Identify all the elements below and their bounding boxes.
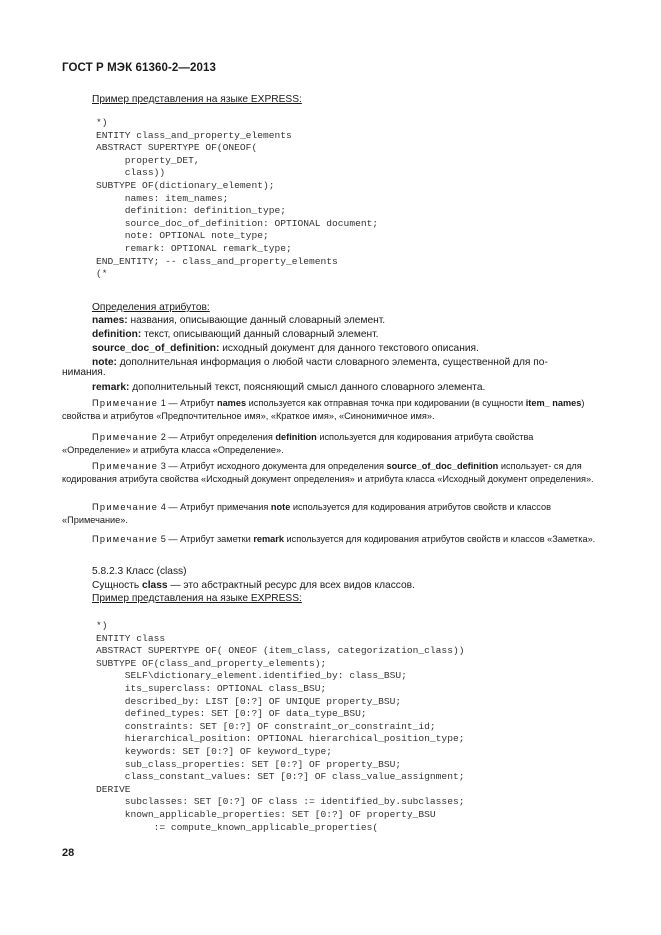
page-number: 28	[62, 847, 75, 859]
document-header: ГОСТ Р МЭК 61360-2—2013	[62, 62, 216, 74]
example-heading-2: Пример представления на языке EXPRESS:	[92, 593, 302, 604]
attributes-heading: Определения атрибутов:	[92, 302, 210, 313]
attribute-note-continuation: нимания.	[62, 367, 106, 378]
express-code-1: *) ENTITY class_and_property_elements ABSTRACT SUPERTYPE OF(ONEOF( property_DET, class)) SUBTYPE OF(dictionary_element); names: item_names; definition: definition_type; source_doc_of_definition: OPTIONAL document; note: OPTIONAL note_type; remark: OPTIONAL remark_type; END_ENTITY; -- class_and_property_elements (*	[96, 117, 379, 280]
note-5: Примечание 5 — Атрибут заметки remark используется для кодирования атрибутов свойств и классов «Заметка».	[92, 534, 596, 544]
attribute-source-doc: source_doc_of_definition: исходный документ для данного текстового описания.	[92, 343, 479, 354]
note-3: Примечание 3 — Атрибут исходного документа для определения source_of_doc_definition использует- ся для кодирования атрибута свойства «Исходный документ определения» и атрибута класса «Исходный документ определения».	[62, 461, 594, 484]
express-code-2: *) ENTITY class ABSTRACT SUPERTYPE OF( ONEOF (item_class, categorization_class)) SUBTYPE OF(class_and_property_elements); SELF\dictionary_element.identified_by: class_BSU; its_superclass: OPTIONAL class_BSU; described_by: LIST [0:?] OF UNIQUE property_BSU; defined_types: SET [0:?] OF data_type_BSU; constraints: SET [0:?] OF constraint_or_constraint_id; hierarchical_position: OPTIONAL hierarchical_position_type; keywords: SET [0:?] OF keyword_type; sub_class_properties: SET [0:?] OF property_BSU; class_constant_values: SET [0:?] OF class_value_assignment; DERIVE subclasses: SET [0:?] OF class := identified_by.subclasses; known_applicable_properties: SET [0:?] OF property_BSU := compute_known_applicable_properties(	[96, 620, 465, 833]
note-1: Примечание 1 — Атрибут names используется как отправная точка при кодировании (в сущности item_ names) свойства и атрибутов «Предпочтительное имя», «Краткое имя», «Синонимичное имя».	[62, 398, 585, 421]
class-intro: Сущность class — это абстрактный ресурс для всех видов классов.	[92, 580, 415, 591]
attribute-remark: remark: дополнительный текст, поясняющий смысл данного словарного элемента.	[92, 382, 486, 393]
attribute-names: names: названия, описывающие данный словарный элемент.	[92, 315, 386, 326]
example-heading-1: Пример представления на языке EXPRESS:	[92, 94, 302, 105]
express-code-block-2	[96, 620, 464, 834]
express-code-block-1	[96, 117, 378, 281]
clause-heading: 5.8.2.3 Класс (class)	[92, 566, 187, 577]
note-2: Примечание 2 — Атрибут определения definition используется для кодирования атрибута свойства «Определение» и атрибута класса «Определение».	[62, 432, 534, 455]
attribute-definition: definition: текст, описывающий данный словарный элемент.	[92, 329, 379, 340]
note-4: Примечание 4 — Атрибут примечания note используется для кодирования атрибутов свойств и классов «Примечание».	[62, 502, 551, 525]
attribute-note: note: дополнительная информация о любой части словарного элемента, существенной для по-	[92, 357, 548, 368]
attribute-definitions	[92, 314, 548, 369]
